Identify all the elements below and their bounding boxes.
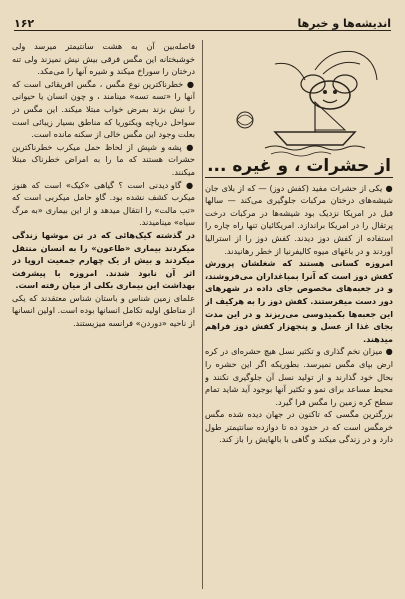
running-title: اندیشه‌ها و خبرها [297, 17, 391, 30]
article-title: از حشرات ، و غیره ... [205, 158, 393, 178]
column-divider [202, 40, 203, 589]
left-paragraph-4: ● گاو دیدنی است ؟ گیاهی «کیک» است که هنوز میکرب کشف نشده بود. گاو حامل میکربی است که «تب مالت» را انتقال میدهد و از این بیماری «به مرگ سیاه» مینامیدند. [12, 179, 195, 228]
page-number: ۱۶۲ [14, 17, 35, 30]
right-column [205, 40, 393, 589]
bee-and-boat-illustration [205, 40, 393, 158]
paragraph-bullet-icon: ● [382, 346, 393, 357]
right-paragraph-3: ● میزان نخم گذاری و تکثیر نسل هیچ حشره‌ای در کره ارض بپای مگس نمیرسد. بطوریکه اگر این حشره را بحال خود گذارند و از تولید نسل آن جلوگیری نکنند و محیط مساعد برای نمو و تکثیر آنها بوجود آید شاید تمام سطح کره زمین را مگس فرا گیرد. [205, 346, 393, 407]
paragraph-bullet-icon: ● [181, 179, 195, 190]
paragraph-bullet-icon: ● [183, 78, 195, 89]
left-paragraph-3: ● پشه و شپش از لحاظ حمل میکرب خطرناکترین حشرات هستند که ما را به امراض خطرناک مبتلا میکنند. [12, 141, 195, 177]
right-paragraph-4: بزرگترین مگسی که تاکنون در جهان دیده شده مگس خرمگس است که در حدود ده تا دوازده سانتیمتر طول دارد و در زندگی میکند و گاهی با بالهایش را باز کند. [205, 409, 393, 445]
page-header [14, 10, 391, 31]
left-paragraph-6: علمای زمین شناس و باستان شناس معتقدند که یکی از مناطق اولیه تکامل انسانها بوده است. اولین انسانها از ناحیه «دوردن» فرانسه میزیستند. [12, 292, 195, 329]
paragraph-bullet-icon: ● [181, 141, 195, 152]
left-paragraph-2: ● خطرناکترین نوع مگس ، مگس افریقائی است که آنها را «تسه تسه» مینامند ، و چون انسان یا حیوانی را نیش بزند بمرض خواب مبتلا میکند. این مگس در سواحل دریاچه ویکتوریا که مناطق بسیار زیبائی است بعلت وجود این مگس خالی از سکنه مانده است. [12, 78, 195, 140]
left-paragraph-5: در گذشته کیک‌هائی که در تن موشها زندگی میکردند بیماری «طاعون» را به انسان منتقل میکردند و بیش از یک چهارم جمعیت اروپا در اثر آن نابود شدند. امروزه با پیشرفت بهداشت این بیماری بکلی از میان رفته است. [12, 229, 195, 291]
left-column [12, 40, 195, 589]
insect-drawing [205, 40, 393, 158]
paragraph-bullet-icon: ● [382, 182, 393, 193]
right-paragraph-2: امروزه کسانی هستند که شغلشان پرورش کفش دوز است که آنرا بمباغداران می‌فروشند، و در جعبه‌های مخصوص جای داده در شهرهای دور دست میفرستند. کفش دوز را به هرکیف از این جعبه‌ها بکمیدوسی می‌ریزند و در این مدت بجای غذا از عسل و پنجهزار کفش دوز فراهم میدهند. [205, 258, 393, 344]
left-paragraph-1: فاصله‌بین آن به هشت سانتیمتر میرسد ولی خوشبختانه این مگس فرقی بیش نیش نمیزند ولی تنه درختان را سوراخ میکند و شیره آنها را می‌مکد. [12, 41, 195, 77]
right-paragraph-1: ● یکی از حشرات مفید (کفش دوز) — که از بلای جان شیشه‌های درختان مرکبات جلوگیری می‌کند — سالها قبل در امریکا نزدیک بود شیشه‌ها در مرکبات درخت پرتقال را در امریکا براندازد. امریکائیان تنها راه چاره را استفاده از کفش دوز دیدند. کفش دوز را از استرالیا آوردند و در باغهای میوه کالیفرنیا از خطر رهانیدند. [205, 182, 393, 256]
